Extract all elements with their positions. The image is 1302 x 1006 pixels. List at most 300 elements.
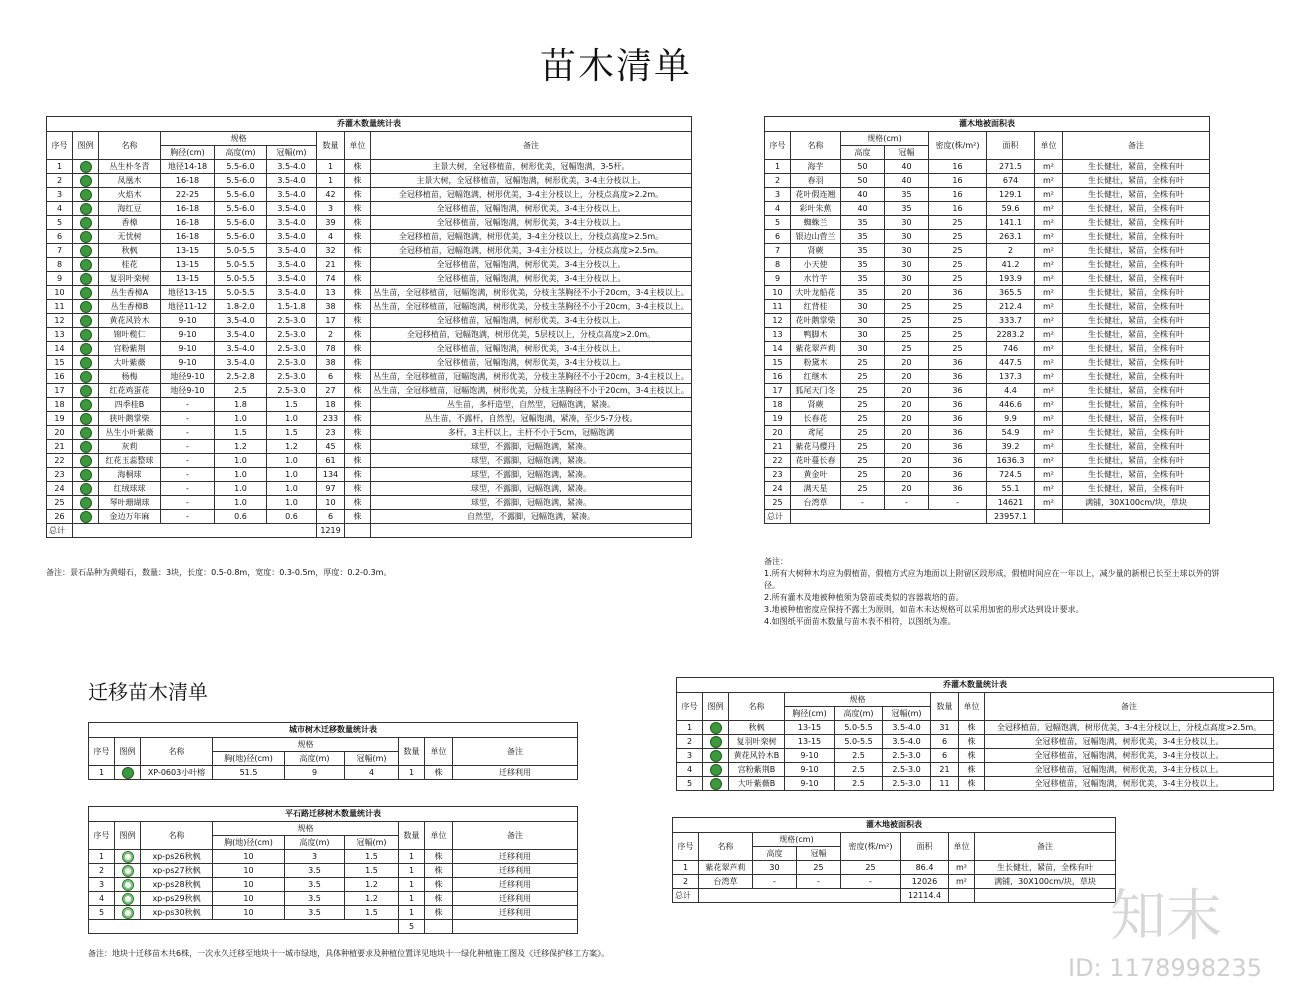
blank [371,524,692,538]
cell-unit: 株 [345,286,371,300]
cell-height: 3.5 [285,864,345,878]
cell-remark: 全冠移植苗，冠幅饱满，树形优美，3-4主分枝以上。 [371,202,692,216]
cell-dia: - [161,482,215,496]
table-caption: 灌木地被面积表 [673,818,1116,833]
plant-legend-icon [703,735,729,749]
cell-unit: 株 [345,384,371,398]
cell-crown: 20 [885,426,929,440]
blank [345,524,371,538]
cell-crown: 1.2 [345,878,399,892]
cell-unit: m² [1035,286,1063,300]
cell-height: 1.5 [215,426,267,440]
cell-no: 22 [765,454,791,468]
cell-height: 5.5-6.0 [215,202,267,216]
plant-legend-icon [73,300,99,314]
cell-unit: m² [1035,216,1063,230]
cell-remark: 自然型，不露脚，冠幅饱满，紧凑。 [371,510,692,524]
cell-height: 3.5 [285,892,345,906]
cell-no: 4 [677,763,703,777]
tree-symbol-icon [80,511,92,523]
cell-no: 5 [89,906,115,920]
cell-remark: 生长健壮，紧苗，全株有叶 [1063,412,1210,426]
table-row [47,230,692,244]
cell-remark: 生长健壮，紧苗，全株有叶 [1063,426,1210,440]
table-row [677,749,1274,763]
plant-legend-icon [73,174,99,188]
plant-legend-icon [73,468,99,482]
cell-area: 447.5 [987,356,1035,370]
cell-area: 2 [987,244,1035,258]
cell-dia: 地径14-18 [161,160,215,174]
cell-qty: 23 [317,426,345,440]
table-row [47,412,692,426]
cell-remark: 球型，不露脚，冠幅饱满，紧凑。 [371,468,692,482]
cell-remark: 球型，不露脚，冠幅饱满，紧凑。 [371,496,692,510]
col-header: 序号 [89,822,115,850]
cell-dia: 13-15 [785,735,835,749]
cell-height: - [841,496,885,510]
cell-height: 25 [841,356,885,370]
cell-name: 无忧树 [99,230,161,244]
cell-no: 20 [47,426,73,440]
cell-remark: 全冠移植苗，冠幅饱满，树形优美，3-4主分枝以上。 [371,216,692,230]
col-header: 名称 [729,693,785,721]
cell-area: 365.5 [987,286,1035,300]
cell-height: 50 [841,174,885,188]
plant-legend-icon [73,230,99,244]
blank [949,889,975,903]
table-row [89,892,578,906]
cell-name: 锦叶榄仁 [99,328,161,342]
cell-qty: 1 [399,864,425,878]
cell-height: 25 [841,398,885,412]
cell-crown: 3.5-4.0 [267,202,317,216]
cell-height: 35 [841,230,885,244]
cell-remark: 生长健壮，紧苗，全株有叶 [1063,258,1210,272]
cell-remark: 生长健壮，紧苗，全株有叶 [1063,342,1210,356]
blank [975,889,1116,903]
cell-remark: 生长健壮，紧苗，全株有叶 [1063,174,1210,188]
cell-no: 22 [47,454,73,468]
cell-name: 小天使 [791,258,841,272]
col-header: 密度(株/m²) [841,833,901,861]
cell-height: 30 [841,342,885,356]
cell-area: 193.9 [987,272,1035,286]
table-row [673,861,1116,875]
cell-remark: 多杆，3主杆以上，主杆不小于5cm，冠幅饱满 [371,426,692,440]
cell-height: 1.0 [215,454,267,468]
cell-area: 263.1 [987,230,1035,244]
cell-qty: 6 [317,510,345,524]
col-header: 序号 [765,132,791,160]
col-header: 冠幅(m) [267,146,317,160]
cell-no: 6 [765,230,791,244]
col-header: 胸径(cm) [785,707,835,721]
col-header: 面积 [987,132,1035,160]
plant-legend-icon [73,482,99,496]
tree-symbol-icon [80,357,92,369]
cell-crown: 2.5-3.0 [267,342,317,356]
col-header: 数量 [399,738,425,766]
cell-no: 24 [765,482,791,496]
cell-qty: 1 [399,850,425,864]
blank [699,889,901,903]
cell-dia: 9-10 [161,328,215,342]
cell-crown: 3.5-4.0 [267,160,317,174]
cell-density: 36 [929,454,987,468]
tree-symbol-icon [80,469,92,481]
cell-qty: 233 [317,412,345,426]
cell-unit: m² [1035,160,1063,174]
table-row [47,286,692,300]
cell-name: 灰莉 [99,440,161,454]
note-line: 1.所有大树种木均应为假植苗，假植方式应为地面以上附留区段形成，假植时间应在一年以上，减少量的新根已长至土球以外的饼径。 [764,569,1220,590]
total-row [47,524,692,538]
cell-density: - [929,496,987,510]
cell-qty: 45 [317,440,345,454]
table-caption: 平石路迁移树木数量统计表 [89,807,578,822]
cell-no: 15 [47,356,73,370]
cell-area: 1636.3 [987,454,1035,468]
cell-dia: 10 [213,878,285,892]
col-header: 高度 [841,146,885,160]
cell-name: 丛生小叶紫薇 [99,426,161,440]
table-row [765,188,1210,202]
cell-no: 1 [47,160,73,174]
cell-height: 3.5 [285,906,345,920]
cell-unit: m² [1035,412,1063,426]
cell-dia: 13-15 [161,272,215,286]
cell-qty: 78 [317,342,345,356]
col-header: 图例 [703,693,729,721]
cell-name: 狐尾天门冬 [791,384,841,398]
cell-name: 大叶紫薇 [99,356,161,370]
cell-name: 琴叶珊瑚球 [99,496,161,510]
cell-remark: 全冠移植苗，冠幅饱满，树形优美，3-4主分枝以上。 [371,272,692,286]
cell-name: 鸭脚木 [791,328,841,342]
cell-crown: 2.5-3.0 [883,777,931,791]
table-row [765,174,1210,188]
cell-qty: 21 [317,258,345,272]
col-header: 图例 [73,132,99,160]
table-row [677,777,1274,791]
cell-density: 36 [929,384,987,398]
cell-unit: 株 [425,864,453,878]
cell-qty: 42 [317,188,345,202]
table-row [47,202,692,216]
cell-unit: 株 [345,370,371,384]
cell-height: 0.6 [215,510,267,524]
cell-crown: 2.5-3.0 [267,384,317,398]
cell-density: 25 [929,244,987,258]
plant-legend-icon [703,721,729,735]
plant-legend-icon [73,272,99,286]
cell-area: 2283.2 [987,328,1035,342]
cell-dia: 13-15 [161,244,215,258]
cell-unit: m² [1035,328,1063,342]
cell-crown: 2.5-3.0 [267,314,317,328]
cell-name: 红花鸡蛋花 [99,384,161,398]
cell-crown: 2.5-3.0 [267,356,317,370]
col-header: 规格 [213,738,399,752]
cell-no: 7 [47,244,73,258]
cell-name: 桂花 [99,258,161,272]
cell-remark: 迁移利用 [453,766,578,780]
cell-density: 25 [929,230,987,244]
total-label: 总计 [673,889,699,903]
cell-dia: - [161,412,215,426]
cell-crown: 35 [885,188,929,202]
cell-no: 13 [47,328,73,342]
tree-symbol-icon [80,497,92,509]
col-header: 数量 [931,693,959,721]
cell-height: - [753,875,797,889]
table-row [765,496,1210,510]
total-label: 总计 [765,510,791,524]
cell-unit: 株 [425,906,453,920]
table-row [47,258,692,272]
col-header: 备注 [1063,132,1210,160]
col-header: 冠幅(m) [883,707,931,721]
cell-name: 大叶紫薇B [729,777,785,791]
cell-name: 肾蕨 [791,398,841,412]
cell-remark: 生长健壮，紧苗，全株有叶 [1063,328,1210,342]
col-header: 单位 [425,738,453,766]
tree-symbol-icon [710,778,722,790]
cell-area: 86.4 [901,861,949,875]
cell-no: 23 [765,468,791,482]
table-row [47,440,692,454]
cell-unit: 株 [345,314,371,328]
cell-crown: 2.5-3.0 [267,370,317,384]
col-header: 单位 [1035,132,1063,160]
cell-name: 台湾草 [791,496,841,510]
cell-height: 5.5-6.0 [215,174,267,188]
cell-remark: 主景大树，全冠移植苗，冠幅饱满，树形优美，3-4主分枝以上。 [371,174,692,188]
cell-remark: 全冠移植苗，冠幅饱满，树形优美，5层枝以上，分枝点高度>2.0m。 [371,328,692,342]
cell-remark: 生长健壮，紧苗，全株有叶 [1063,398,1210,412]
col-header: 胸(地)径(cm) [213,752,285,766]
table-row [765,342,1210,356]
cell-unit: 株 [345,398,371,412]
col-header: 规格 [161,132,317,146]
cell-height: 3 [285,850,345,864]
cell-name: 银边山菅兰 [791,230,841,244]
cell-crown: 1.5 [267,426,317,440]
cell-height: 1.0 [215,496,267,510]
table-row [765,482,1210,496]
cell-no: 5 [677,777,703,791]
cell-dia: 9-10 [785,749,835,763]
cell-density: 36 [929,440,987,454]
total-row [673,889,1116,903]
plant-legend-icon [115,892,141,906]
cell-name: 水竹芋 [791,272,841,286]
cell-name: 红背桂 [791,300,841,314]
cell-density: 36 [929,482,987,496]
cell-no: 10 [47,286,73,300]
cell-name: 紫花翠芦莉 [699,861,753,875]
shrub-area-table-2 [672,817,1116,903]
cell-height: 25 [841,412,885,426]
cell-remark: 生长健壮，紧苗，全株有叶 [1063,300,1210,314]
cell-crown: 25 [885,300,929,314]
cell-no: 3 [47,188,73,202]
cell-height: 2.5 [835,763,883,777]
cell-name: 宫粉紫荆 [99,342,161,356]
cell-crown: 3.5-4.0 [267,258,317,272]
cell-dia: 9-10 [161,356,215,370]
cell-height: 30 [841,314,885,328]
col-header: 图例 [115,738,141,766]
col-header: 名称 [699,833,753,861]
cell-dia: 地径9-10 [161,370,215,384]
cell-crown: 20 [885,356,929,370]
cell-density: - [841,875,901,889]
cell-no: 25 [47,496,73,510]
cell-height: 1.8-2.0 [215,300,267,314]
table-row [47,482,692,496]
col-header: 单位 [425,822,453,850]
cell-density: 36 [929,468,987,482]
note-line: 2.所有灌木及地被种植须为袋苗或类似的容器栽培的苗。 [764,593,964,602]
cell-height: 50 [841,160,885,174]
table-row [765,356,1210,370]
col-header: 胸(地)径(cm) [213,836,285,850]
cell-remark: 迁移利用 [453,850,578,864]
cell-unit: m² [1035,202,1063,216]
cell-qty: 1 [399,766,425,780]
plant-legend-icon [73,398,99,412]
col-header: 备注 [985,693,1274,721]
cell-height: 3.5-4.0 [215,356,267,370]
cell-qty: 21 [931,763,959,777]
cell-crown: 40 [885,160,929,174]
plant-legend-icon [73,258,99,272]
cell-crown: 3.5-4.0 [883,735,931,749]
cell-remark: 全冠移植苗，冠幅饱满，树形优美，3-4主分枝以上，分枝点高度>2.5m。 [371,244,692,258]
cell-name: 凤凰木 [99,174,161,188]
plant-legend-icon [73,426,99,440]
cell-no: 17 [47,384,73,398]
cell-name: 宫粉紫荆B [729,763,785,777]
cell-crown: - [885,496,929,510]
col-header: 高度(m) [215,146,267,160]
cell-density: 16 [929,188,987,202]
cell-dia: 10 [213,906,285,920]
cell-crown: 3.5-4.0 [883,721,931,735]
tree-symbol-icon [80,203,92,215]
cell-height: 5.0-5.5 [835,721,883,735]
col-header: 名称 [791,132,841,160]
cell-unit: 株 [345,342,371,356]
cell-dia: 10 [213,892,285,906]
cell-no: 14 [47,342,73,356]
tree-symbol-icon [710,764,722,776]
cell-area: 137.3 [987,370,1035,384]
table-row [47,356,692,370]
cell-density: 36 [929,370,987,384]
cell-dia: - [161,454,215,468]
cell-no: 21 [765,440,791,454]
cell-qty: 6 [317,370,345,384]
cell-no: 4 [47,202,73,216]
table-row [765,314,1210,328]
cell-remark: 生长健壮，紧苗，全株有叶 [1063,440,1210,454]
shrub-area-table [764,116,1210,524]
col-header: 备注 [371,132,692,160]
col-header: 高度 [753,847,797,861]
table-row [89,906,578,920]
plant-legend-icon [73,244,99,258]
cell-area: 14621 [987,496,1035,510]
table-row [47,496,692,510]
cell-crown: 20 [885,482,929,496]
table-row [765,230,1210,244]
cell-name: 秋枫 [729,721,785,735]
cell-no: 1 [673,861,699,875]
cell-density: 25 [929,258,987,272]
cell-unit: 株 [345,356,371,370]
cell-name: 台湾草 [699,875,753,889]
cell-height: 40 [841,202,885,216]
cell-height: 1.0 [215,482,267,496]
cell-unit: 株 [345,328,371,342]
cell-density: 36 [929,356,987,370]
cell-crown: 20 [885,398,929,412]
cell-remark: 迁移利用 [453,878,578,892]
col-header: 序号 [89,738,115,766]
table-row [47,244,692,258]
cell-unit: 株 [425,892,453,906]
cell-name: 海芋 [791,160,841,174]
cell-height: 2.5-2.8 [215,370,267,384]
blank [73,524,317,538]
cell-crown: 30 [885,258,929,272]
cell-name: 复羽叶栾树 [99,272,161,286]
cell-density: 36 [929,286,987,300]
watermark-brand: 知末 [1110,884,1222,949]
cell-crown: 3.5-4.0 [267,244,317,258]
tree-symbol-icon [80,399,92,411]
tree-symbol-icon [80,161,92,173]
cell-crown: 20 [885,468,929,482]
cell-no: 2 [765,174,791,188]
cell-crown: 30 [885,230,929,244]
cell-dia: 9-10 [161,342,215,356]
col-header: 冠幅 [797,847,841,861]
cell-height: 30 [841,300,885,314]
cell-remark: 生长健壮，紧苗，全株有叶 [1063,356,1210,370]
cell-crown: 20 [885,440,929,454]
cell-remark: 生长健壮，紧苗，全株有叶 [1063,384,1210,398]
cell-unit: 株 [345,482,371,496]
cell-remark: 球型，不露脚，冠幅饱满，紧凑。 [371,440,692,454]
cell-height: 25 [841,482,885,496]
cell-qty: 11 [931,777,959,791]
cell-height: 3.5 [285,878,345,892]
cell-remark: 全冠移植苗，冠幅饱满，树形优美，3-4主分枝以上，分枝点高度>2.5m。 [985,721,1274,735]
cell-remark: 生长健壮，紧苗，全株有叶 [1063,286,1210,300]
table-caption: 城市树木迁移数量统计表 [89,723,578,738]
cell-no: 24 [47,482,73,496]
cell-unit: 株 [345,454,371,468]
cell-height: 5.5-6.0 [215,216,267,230]
cell-name: 黄花风铃木B [729,749,785,763]
cell-area: 9.9 [987,412,1035,426]
table-row [765,440,1210,454]
cell-no: 4 [89,892,115,906]
